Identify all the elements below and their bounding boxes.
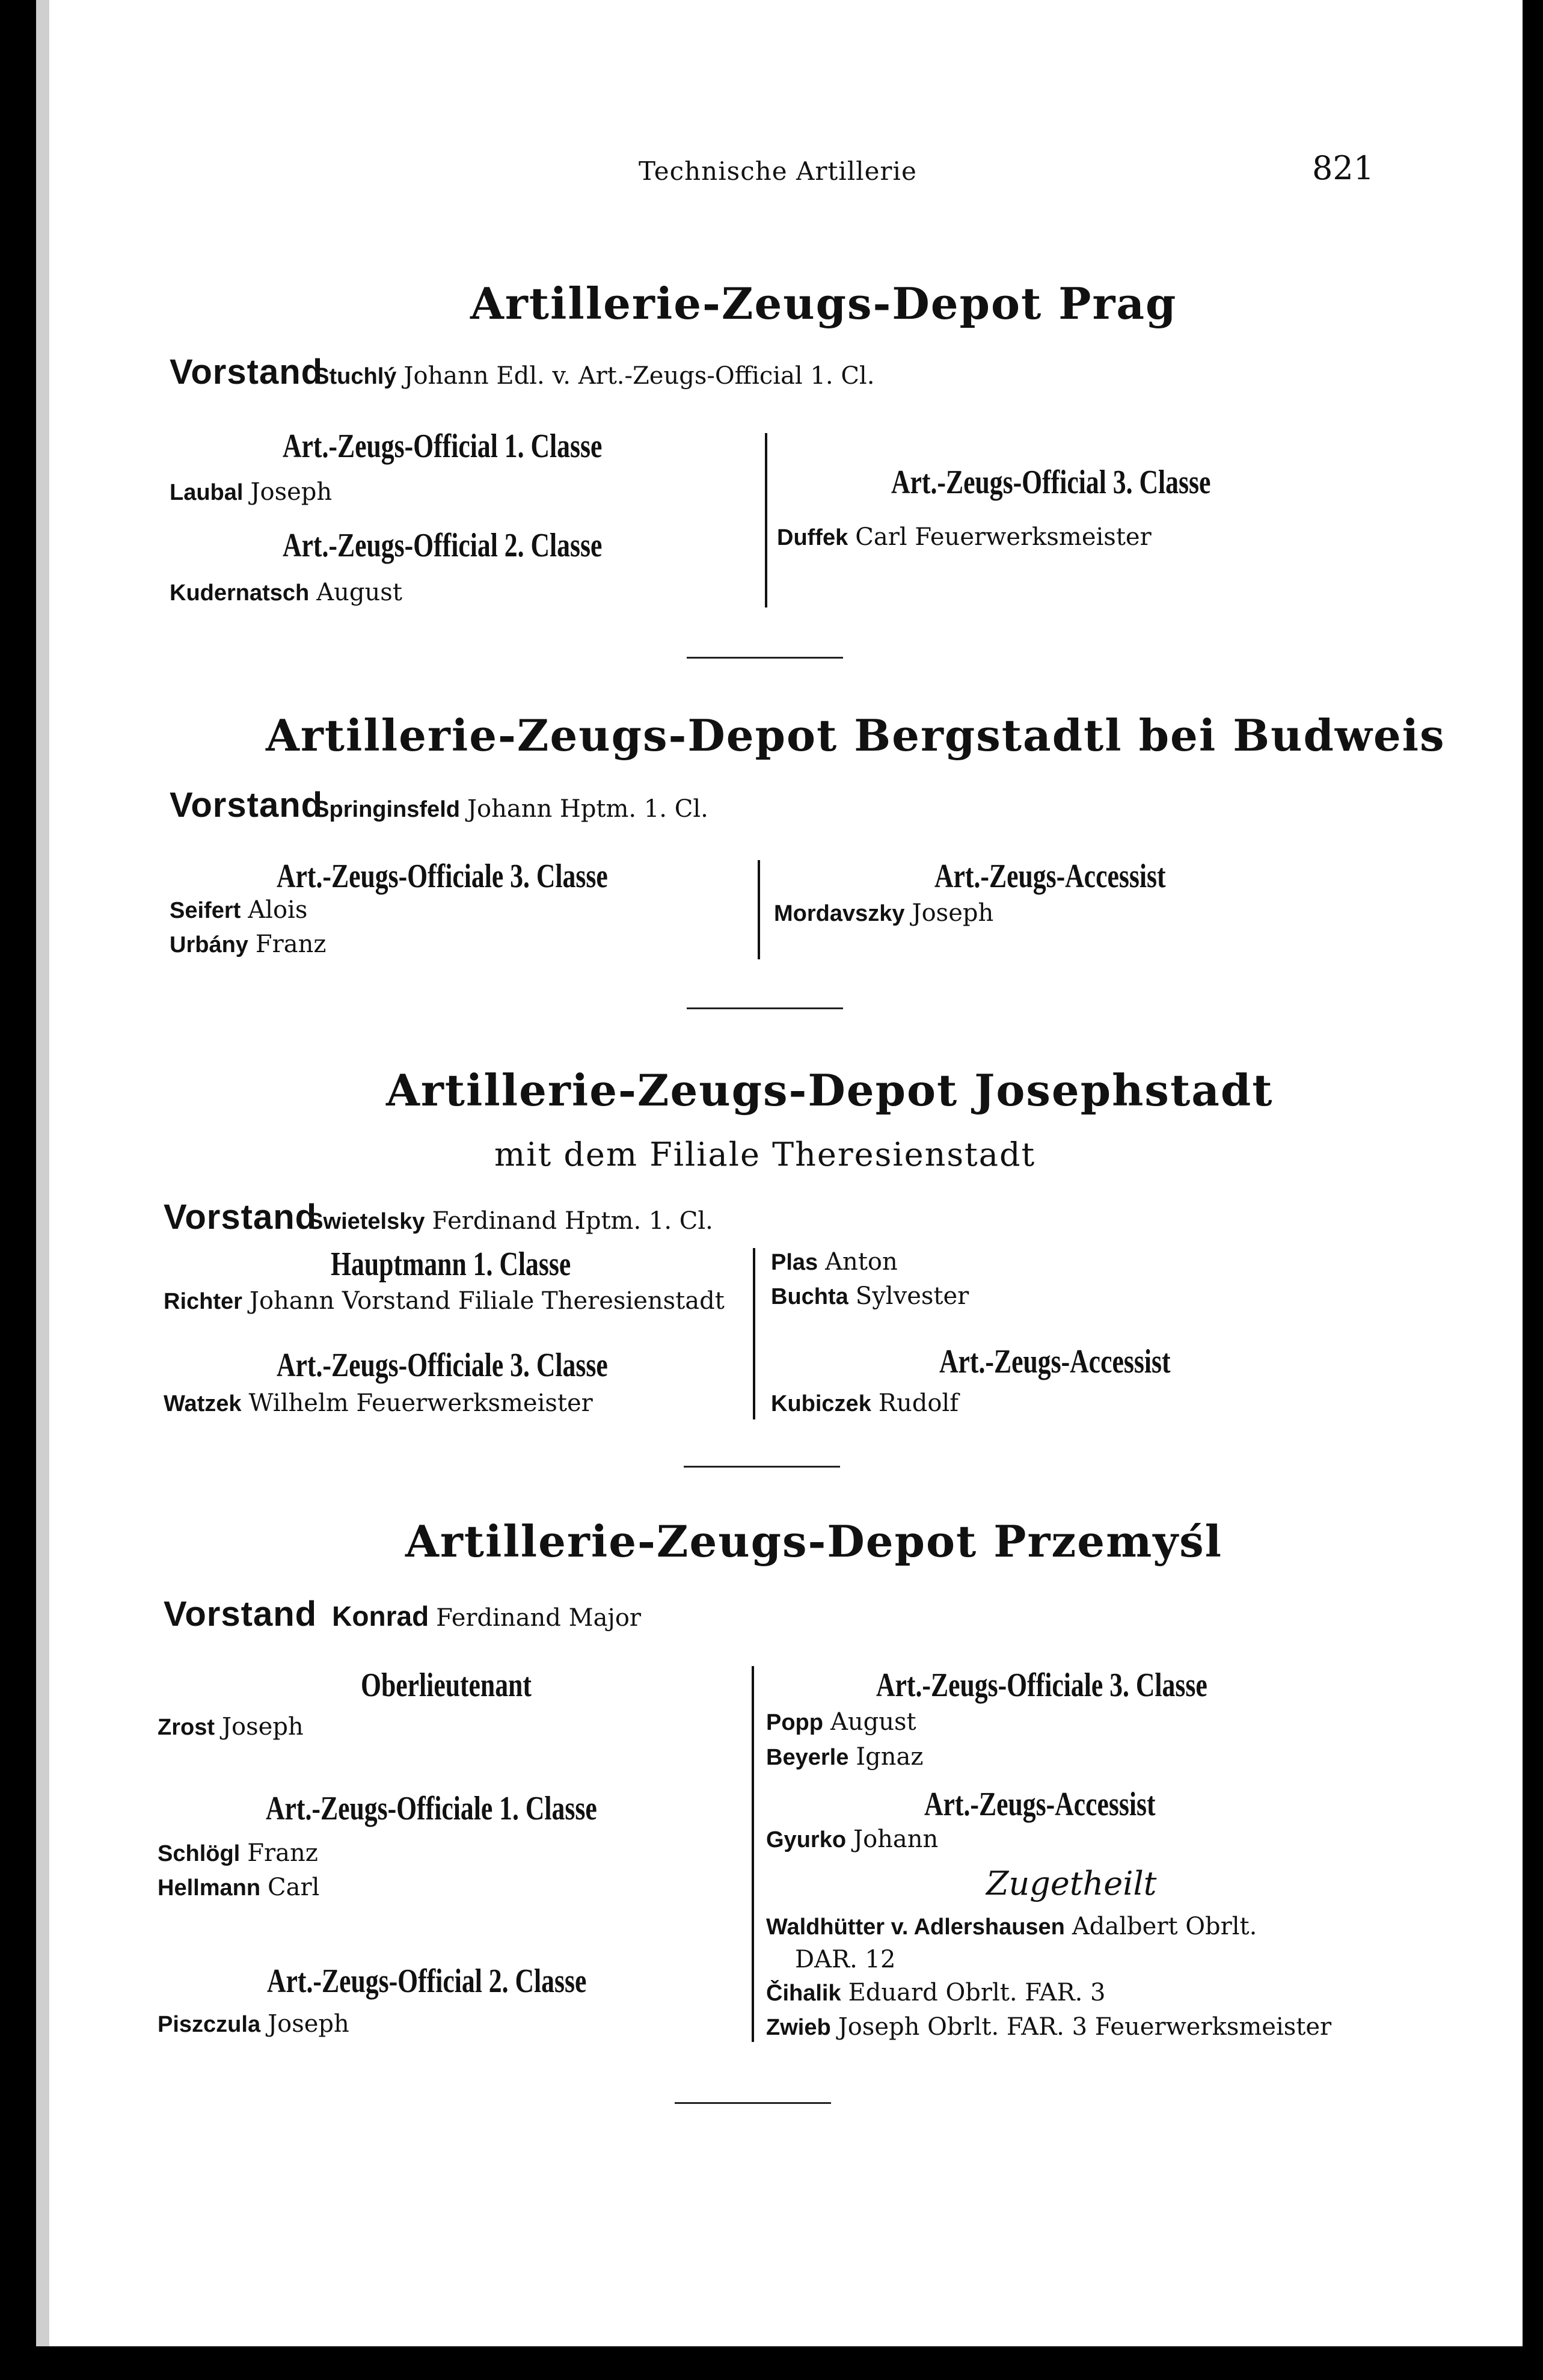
surname: Springinsfeld: [314, 797, 460, 822]
entry-text: Joseph Obrlt. FAR. 3 Feuerwerksmeister: [838, 2013, 1332, 2041]
entry-text: August: [830, 1708, 916, 1736]
entry-piszczula: [158, 2010, 349, 2038]
vorstand-row-bergstadtl: [170, 785, 708, 825]
vorstand-label: Vorstand: [170, 352, 324, 392]
vorstand-label: Vorstand: [164, 1594, 317, 1634]
entry-laubal: [170, 478, 332, 506]
vorstand-entry: [314, 795, 708, 823]
column-divider: [753, 1248, 755, 1419]
vorstand-entry: [332, 1601, 642, 1632]
vorstand-entry: [308, 1207, 713, 1235]
surname: Kudernatsch: [170, 580, 310, 606]
entry-text: Carl: [268, 1874, 320, 1901]
entry-richter: [164, 1287, 725, 1315]
entry-hellmann: [158, 1874, 319, 1901]
heading-officiale-3: Art.-Zeugs-Officiale 3. Classe: [876, 1667, 1207, 1704]
surname: Schlögl: [158, 1841, 241, 1866]
page: [49, 0, 1523, 2346]
surname: Kubiczek: [771, 1391, 871, 1416]
entry-cihalik: [766, 1979, 1105, 2006]
entry-text: Joseph: [222, 1713, 304, 1741]
entry-mordavszky: [774, 899, 993, 927]
entry-text: Wilhelm Feuerwerksmeister: [248, 1389, 593, 1417]
vorstand-row-przemysl: [164, 1594, 641, 1634]
surname: Buchta: [771, 1284, 848, 1309]
entry-zwieb: [766, 2013, 1331, 2041]
column-divider: [765, 433, 767, 607]
surname: Zrost: [158, 1715, 215, 1740]
heading-accessist: Art.-Zeugs-Accessist: [934, 858, 1166, 895]
section-rule: [684, 1466, 840, 1468]
vorstand-row-josephstadt: [164, 1197, 713, 1237]
entry-text: Ignaz: [856, 1743, 924, 1771]
surname: Čihalik: [766, 1981, 841, 2006]
surname: Hellmann: [158, 1875, 261, 1901]
entry-kubiczek: [771, 1389, 959, 1417]
section-rule: [687, 1007, 843, 1009]
surname: Swietelsky: [308, 1209, 425, 1234]
vorstand-label: Vorstand: [170, 786, 324, 825]
surname: Laubal: [170, 480, 244, 505]
surname: Popp: [766, 1710, 823, 1735]
heading-accessist: Art.-Zeugs-Accessist: [939, 1343, 1171, 1380]
entry-urbany: [170, 930, 326, 958]
section-title-przemysl: Artillerie-Zeugs-Depot Przemyśl: [405, 1516, 1222, 1567]
vorstand-label: Vorstand: [164, 1198, 317, 1237]
entry-buchta: [771, 1282, 969, 1310]
entry-text: Alois: [248, 896, 308, 924]
column-divider: [752, 1666, 754, 2042]
surname: Plas: [771, 1250, 818, 1275]
entry-waldhuetter-unit: DAR. 12: [795, 1946, 896, 1973]
entry-text: Ferdinand Hptm. 1. Cl.: [432, 1207, 713, 1235]
surname: Richter: [164, 1289, 242, 1314]
vorstand-row-prag: [170, 352, 874, 392]
surname: Piszczula: [158, 2012, 261, 2037]
entry-popp: [766, 1708, 916, 1736]
entry-text: Adalbert Obrlt.: [1072, 1913, 1257, 1940]
heading-official-1: Art.-Zeugs-Official 1. Classe: [283, 428, 603, 465]
entry-plas: [771, 1248, 898, 1276]
entry-watzek: [164, 1389, 593, 1417]
entry-text: Johann: [853, 1825, 939, 1853]
entry-text: Anton: [825, 1248, 898, 1276]
vorstand-entry: [314, 362, 874, 390]
heading-officiale-3: Art.-Zeugs-Officiale 3. Classe: [277, 1347, 608, 1384]
heading-official-2: Art.-Zeugs-Official 2. Classe: [283, 527, 603, 564]
running-head: Technische Artillerie: [639, 156, 917, 186]
heading-hauptmann-1: Hauptmann 1. Classe: [331, 1246, 571, 1283]
heading-zugetheilt: Zugetheilt: [986, 1865, 1157, 1902]
section-rule: [687, 657, 843, 659]
surname: Zwieb: [766, 2015, 831, 2040]
entry-text: Johann Edl. v. Art.-Zeugs-Official 1. Cl.: [403, 362, 875, 390]
entry-duffek: [777, 523, 1152, 551]
entry-text: Ferdinand Major: [436, 1604, 642, 1632]
entry-text: Eduard Obrlt. FAR. 3: [848, 1979, 1106, 2006]
surname: Seifert: [170, 898, 241, 923]
entry-text: Joseph: [268, 2010, 349, 2038]
surname: Beyerle: [766, 1745, 849, 1770]
entry-text: Carl Feuerwerksmeister: [855, 523, 1152, 551]
surname: Stuchlý: [314, 364, 397, 389]
entry-text: Johann Hptm. 1. Cl.: [467, 795, 708, 823]
entry-text: Joseph: [912, 899, 994, 927]
heading-officiale-1: Art.-Zeugs-Officiale 1. Classe: [266, 1790, 597, 1827]
surname: Gyurko: [766, 1827, 847, 1853]
entry-text: Joseph: [250, 478, 333, 506]
heading-accessist: Art.-Zeugs-Accessist: [924, 1786, 1156, 1823]
entry-schloegl: [158, 1839, 318, 1867]
entry-beyerle: [766, 1743, 923, 1771]
entry-zrost: [158, 1713, 304, 1741]
section-subtitle: mit dem Filiale Theresienstadt: [494, 1136, 1036, 1173]
surname: Urbány: [170, 932, 248, 958]
section-rule: [675, 2102, 831, 2104]
surname: Duffek: [777, 525, 848, 550]
surname: Waldhütter v. Adlershausen: [766, 1914, 1065, 1940]
entry-seifert: [170, 896, 307, 924]
heading-official-2: Art.-Zeugs-Official 2. Classe: [267, 1963, 587, 2000]
heading-officiale-3: Art.-Zeugs-Officiale 3. Classe: [277, 858, 608, 895]
section-title-josephstadt: Artillerie-Zeugs-Depot Josephstadt: [386, 1065, 1274, 1116]
section-title-prag: Artillerie-Zeugs-Depot Prag: [470, 278, 1177, 329]
scan-border-inner: [36, 0, 49, 2346]
heading-oberlieutenant: Oberlieutenant: [361, 1667, 532, 1704]
entry-text: Sylvester: [855, 1282, 969, 1310]
page-number: 821: [1312, 149, 1375, 187]
entry-text: August: [316, 579, 402, 606]
section-title-bergstadtl: Artillerie-Zeugs-Depot Bergstadtl bei Budweis: [266, 710, 1446, 761]
entry-text: Franz: [247, 1839, 318, 1867]
column-divider: [758, 860, 760, 959]
entry-kudernatsch: [170, 579, 402, 606]
entry-text: Rudolf: [878, 1389, 959, 1417]
entry-text: Franz: [255, 930, 327, 958]
entry-text: Johann Vorstand Filiale Theresienstadt: [249, 1287, 725, 1315]
surname: Watzek: [164, 1391, 242, 1416]
heading-official-3: Art.-Zeugs-Official 3. Classe: [891, 464, 1211, 501]
entry-gyurko: [766, 1825, 938, 1853]
surname: Konrad: [332, 1601, 429, 1632]
surname: Mordavszky: [774, 901, 905, 926]
entry-waldhuetter: [766, 1913, 1257, 1940]
